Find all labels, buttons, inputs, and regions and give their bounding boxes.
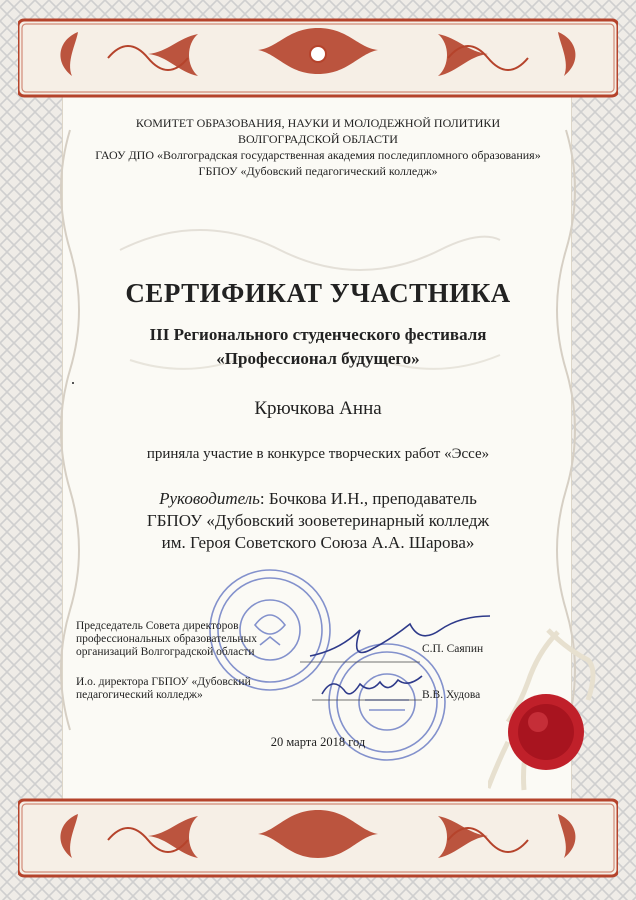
issuer-line-1: КОМИТЕТ ОБРАЗОВАНИЯ, НАУКИ И МОЛОДЕЖНОЙ ПОЛИТИКИ (135, 116, 501, 130)
signatory-2-name: В.В. Худова (422, 689, 481, 701)
festival-line-1: III Регионального студенческого фестиваля (149, 325, 487, 344)
signatory-2-role (76, 676, 251, 702)
leader-line-1 (0, 488, 636, 510)
wax-seal (488, 622, 608, 792)
signatory-1-role-line-1: Председатель Совета директоров (76, 620, 239, 632)
festival-line-2: «Профессионал будущего» (216, 349, 420, 368)
signature-1-scribble (300, 612, 500, 668)
certificate-title: СЕРТИФИКАТ УЧАСТНИКА (125, 278, 511, 308)
signatory-1-role (76, 620, 257, 659)
signatory-1-role-line-3: организаций Волгоградской области (76, 646, 255, 658)
signatory-2-role-line-1: И.о. директора ГБПОУ «Дубовский (76, 676, 251, 688)
signatory-1-role-line-2: профессиональных образовательных (76, 633, 257, 645)
leader-label: Руководитель (159, 489, 260, 508)
issuer-line-3: ГАОУ ДПО «Волгоградская государственная академия последипломного образования» (95, 148, 541, 162)
issuer-line-4: ГБПОУ «Дубовский педагогический колледж» (198, 164, 438, 178)
issuer-line-2: ВОЛГОГРАДСКОЙ ОБЛАСТИ (238, 132, 398, 146)
leader-text: : Бочкова И.Н., преподаватель (259, 489, 477, 508)
leader-line-3: им. Героя Советского Союза А.А. Шарова» (161, 533, 475, 552)
recipient-name: Крючкова Анна (254, 398, 382, 419)
signatory-1-name: С.П. Саяпин (422, 643, 484, 655)
leader-block (0, 488, 636, 554)
festival-title (0, 323, 636, 371)
speck (72, 382, 74, 384)
top-ornament-band (18, 14, 618, 102)
issue-date: 20 марта 2018 год (270, 735, 366, 749)
participation-text: приняла участие в конкурсе творческих работ «Эссе» (146, 446, 490, 462)
bottom-ornament-band (18, 792, 618, 884)
leader-line-2: ГБПОУ «Дубовский зооветеринарный колледж (146, 511, 490, 530)
signature-2-scribble (312, 672, 432, 706)
signatory-2-role-line-2: педагогический колледж» (76, 689, 203, 701)
issuer-header (0, 115, 636, 179)
